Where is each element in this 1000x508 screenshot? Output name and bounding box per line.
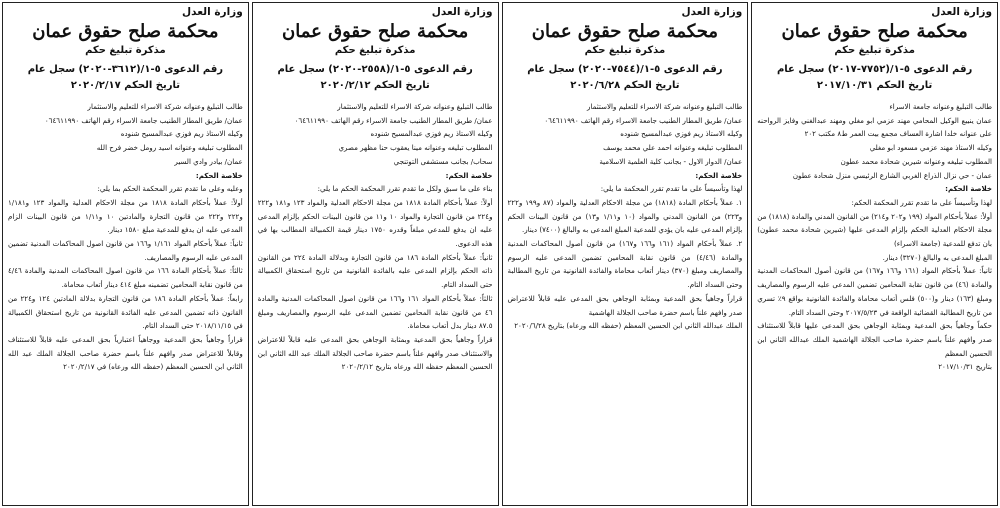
section-heading: خلاصة الحكم: xyxy=(945,184,992,194)
notice-paragraph: طالب التبليغ وعنوانه جامعة الاسراء xyxy=(889,102,992,111)
notice-paragraph: أولاً: عملاً بأحكام المادة ١٨١٨ من مجلة الاحكام العدلية والمواد ١٢٣ و١٨١ و٢٢٢ و٢٢٤ من قانون التجارة والمواد ١٠ و١١ من قانون البينات الحكم بإلزام المدعى عليه ان يدفع للمدعي مبلغاً وقدره ١٧٥٠ دينار قيمة الكمبيالة المطالب بها في هذه الدعوى. xyxy=(257,197,493,249)
notice-body xyxy=(508,100,743,333)
court-title: محكمة صلح حقوق عمان xyxy=(281,21,469,42)
judgment-date: تاريخ الحكم ٢٠٢٠/٢/١٧ xyxy=(70,80,181,91)
notice-paragraph: عمان/ بيادر وادي السير xyxy=(174,156,243,166)
section-heading: خلاصة الحكم: xyxy=(695,170,743,180)
notice-paragraph: لهذا وتأسيساً على ما تقدم تقرر المحكمة ما يلي: xyxy=(600,184,743,194)
judgment-date: تاريخ الحكم ٢٠٢٠/٦/٢٨ xyxy=(570,80,680,91)
notice-card xyxy=(751,2,998,506)
notice-paragraph: قراراً وجاهياً بحق المدعية ووجاهياً اعتبارياً بحق المدعى عليه قابلاً للاستئناف وقابلاً للاعتراض صدر وافهم علناً باسم حضرة صاحب الجلالة الملك عبد الله الثاني ابن الحسين المعظم (حفظه الله ورعاه) في ٢٠٢٠/٢/١٧ xyxy=(8,334,243,372)
notice-body xyxy=(8,100,243,374)
case-number: رقم الدعوى ٥-١/(٧٥٤٤-٢٠٢٠) سجل عام xyxy=(527,64,723,75)
notice-paragraph: عمان/ طريق المطار الطنيب جامعة الاسراء رقم الهاتف ٠٦٤٦١١٩٩٠ xyxy=(44,115,243,125)
notice-paragraph: المبلغ المدعى به والبالغ (٣٢٧٠) دينار. xyxy=(882,252,992,262)
notice-paragraph: وكيله الاستاذ ريم فوزي عبدالمسيح شنوده xyxy=(120,129,243,139)
notice-paragraph: رابعاً: عملاً بأحكام المادة ١٨٦ من قانون التجارة بدلالة المادتين ١٢٤ و٢٢٤ من القانون ذاته تضمين المدعى عليه الفائدة القانونية من تاريخ استحقاق الكمبيالة في ٢٠١٨/١١/١٥ حتى السداد التام. xyxy=(8,293,243,331)
notice-paragraph: عمان/ الدوار الاول - بجانب كلية العلمية الاسلامية xyxy=(599,156,743,166)
notice-paragraph: سحاب/ بجانب مستشفى التوتنجي xyxy=(393,156,493,166)
notice-paragraph: ثانياً: عملاً بأحكام المواد ١/١٦١ و١٦٦ من قانون اصول المحاكمات المدنية تضمين المدعى عليه الرسوم والمصاريف. xyxy=(8,239,243,262)
document-type: مذكرة تبليغ حكم xyxy=(334,45,416,56)
notice-paragraph: وكيله الاستاذ مهند عزمي مسعود ابو مغلي xyxy=(869,143,992,153)
ministry-label: وزارة العدل xyxy=(681,6,743,18)
notice-paragraph: لهذا وتأسيساً على ما تقدم تقرر المحكمة الحكم: xyxy=(851,197,992,207)
judgment-date: تاريخ الحكم ٢٠٢٠/٢/١٢ xyxy=(320,80,430,91)
notice-paragraph: عمان/ طريق المطار الطنيب جامعة الاسراء رقم الهاتف ٠٦٤٦١١٩٩٠ xyxy=(544,115,743,125)
notice-paragraph: المطلوب تبليغه وعنوانه مينا يعقوب حنا مظهر مصري xyxy=(338,143,493,153)
notice-paragraph: أولاً: عملاً بأحكام المواد (١٩٩ و٢٠٢ و٢١٤) من القانون المدني والمادة (١٨١٨) من مجلة الاحكام العدلية الحكم بإلزام المدعى عليها (شيرين شحادة محمد عطون) بان تدفع للمدعية (جامعة الاسراء) xyxy=(757,211,992,249)
notice-card xyxy=(252,2,499,506)
notice-paragraph: المطلوب تبليغه وعنوانه احمد علي محمد يوسف xyxy=(603,143,743,153)
notice-paragraph: بتاريخ ٢٠١٧/١٠/٣١ xyxy=(938,362,992,372)
court-title: محكمة صلح حقوق عمان xyxy=(531,21,719,42)
court-title: محكمة صلح حقوق عمان xyxy=(32,21,219,42)
ministry-label: وزارة العدل xyxy=(931,6,992,18)
notice-paragraph: عمان/ طريق المطار الطنيب جامعة الاسراء رقم الهاتف ٠٦٤٦١١٩٩٠ xyxy=(294,115,493,125)
notice-paragraph: وكيله الاستاذ ريم فوزي عبدالمسيح شنوده xyxy=(370,129,493,139)
notice-paragraph: وعليه وعلى ما تقدم تقرر المحكمة الحكم بما يلي: xyxy=(97,184,243,194)
notice-paragraph: عمان - حي نزال الذراع الغربي الشارع الرئيسي منزل شحادة عطون xyxy=(792,170,992,180)
notice-paragraph: أولاً: عملاً بأحكام المادة ١٨١٨ من مجلة الاحكام العدلية والمواد ١٢٣ و١/١٨١ و٢٢٢ و٢٢٢ من قانون التجارة والمادتين ١٠ و١/١١ من قانون البينات الزام المدعى عليه ان يدفع للمدعية مبلغ ١٥٨٠ دينار. xyxy=(8,197,243,235)
notice-card xyxy=(2,2,249,506)
section-heading: خلاصة الحكم: xyxy=(195,170,243,180)
notice-paragraph: طالب التبليغ وعنوانه شركة الاسراء للتعليم والاستثمار xyxy=(587,102,743,111)
notice-paragraph: قراراً وجاهياً بحق المدعية وبمثابة الوجاهي بحق المدعى عليه قابلاً للاعتراض والاستئناف صدر وافهم علناً باسم حضرة صاحب الجلالة الملك عبد الله الثاني ابن الحسين المعظم حفظه الله ورعاه بتاريخ ٢٠٢٠/٢/١٢ xyxy=(257,334,493,372)
document-type: مذكرة تبليغ حكم xyxy=(584,45,666,56)
notice-body xyxy=(258,100,493,374)
notice-paragraph: الملك عبدالله الثاني ابن الحسين المعظم (حفظه الله ورعاه) بتاريخ ٢٠٢٠/٦/٢٨ xyxy=(514,321,743,331)
court-title: محكمة صلح حقوق عمان xyxy=(781,21,968,42)
section-heading: خلاصة الحكم: xyxy=(445,170,493,180)
judgment-date: تاريخ الحكم ٢٠١٧/١٠/٣١ xyxy=(816,80,933,91)
ministry-label: وزارة العدل xyxy=(431,6,493,18)
ministry-label: وزارة العدل xyxy=(182,6,243,18)
notice-paragraph: ثانياً: عملاً بأحكام المواد (١٦١ و١٦٦ و١٦٧) من قانون أصول المحاكمات المدنية والمادة (٤٦) من قانون نقابة المحامين تضمين المدعى عليه الرسوم والمصاريف ومبلغ (١٦٣) دينار و(٥٠٠) فلس أتعاب محاماة والفائدة القانونية بواقع ٩٪ تسري من تاريخ المطالبة القضائية الواقعة في ٢٠١٧/٥/٢٣ وحتى السداد التام. xyxy=(757,266,993,317)
notice-paragraph: ثالثاً: عملاً بأحكام المادة ١٦٦ من قانون اصول المحاكمات المدنية والمادة ٤/٤٦ من قانون نقابة المحامين تضمينه مبلغ ٤١٤ دينار أتعاب محاماة. xyxy=(8,266,243,290)
notice-paragraph: بناء على ما سبق ولكل ما تقدم تقرر المحكمة الحكم ما يلي: xyxy=(317,184,493,194)
notice-paragraph: قراراً وجاهياً بحق المدعية وبمثابة الوجاهي بحق المدعى عليه قابلاً للاعتراض صدر وافهم علناً باسم حضرة صاحب الجلالة الهاشمية xyxy=(507,293,743,317)
notice-paragraph: المطلوب تبليغه وعنوانه اسيد رومل خضر فرح الله xyxy=(96,143,243,153)
notice-paragraph: المطلوب تبليغه وعنوانه شيرين شحادة محمد عطون xyxy=(840,156,992,166)
notice-paragraph: ١. عملاً بأحكام المادة (١٨١٨) من مجلة الاحكام العدلية والمواد (٨٧ و١٩٩ و٢٢٢ و٢٢٣) من القانون المدني والمواد (١٠ و١/١١ و١٣) من قانون البينات الحكم بإلزام المدعى عليه بان يؤدي للمدعية المبلغ المدعى به والبالغ (٧٤٠٠) دينار. xyxy=(507,197,743,235)
notice-paragraph: عمان ينيبع الوكيل المحامي مهند عزمي ابو مغلي ومهند عبدالغني وفايز الرواحنه على عنوانه خلدا اشارة العساف مجمع بيت العمر ط٨ مكتب ٢٠٢ xyxy=(757,115,992,139)
notice-paragraph: ٢. عملاً بأحكام المواد (١٦١ و١٦٦ و١٦٧) من قانون أصول المحاكمات المدنية والمادة (٤/٤٦) من قانون نقابة المحامين تضمين المدعى عليه الرسوم والمصاريف ومبلغ (٣٧٠) دينار أتعاب محاماة والفائدة القانونية من تاريخ المطالبة وحتى السداد التام. xyxy=(507,239,743,290)
notice-paragraph: ثالثاً: عملاً بأحكام المواد ١٦١ و١٦٦ من قانون اصول المحاكمات المدنية والمادة ٤٦ من قانون نقابة المحامين تضمين المدعى عليه الرسوم والمصاريف ومبلغ ٨٧.٥ دينار بدل أتعاب محاماة. xyxy=(257,293,493,331)
case-number: رقم الدعوى ٥-١/(٧٧٥٢-٢٠١٧) سجل عام xyxy=(776,64,973,75)
notice-paragraph: طالب التبليغ وعنوانه شركة الاسراء للتعليم والاستثمار xyxy=(87,102,243,111)
notice-paragraph: حكماً وجاهياً بحق المدعية وبمثابة الوجاهي بحق المدعى عليها قابلاً للاستئناف صدر وافهم علناً باسم حضرة صاحب الجلالة الهاشمية الملك عبدالله الثاني ابن الحسين المعظم xyxy=(757,321,992,358)
notice-paragraph: وكيله الاستاذ ريم فوزي عبدالمسيح شنوده xyxy=(620,129,743,139)
notices-row xyxy=(2,2,998,506)
document-type: مذكرة تبليغ حكم xyxy=(85,45,166,56)
notice-body xyxy=(757,100,992,374)
notice-paragraph: طالب التبليغ وعنوانه شركة الاسراء للتعليم والاستثمار xyxy=(337,102,493,111)
document-type: مذكرة تبليغ حكم xyxy=(834,45,915,56)
case-number: رقم الدعوى ٥-١/(٣٦١٢-٢٠٢٠) سجل عام xyxy=(27,64,224,75)
notice-paragraph: ثانياً: عملاً بأحكام المادة ١٨٦ من قانون التجارة وبدلالة المادة ٢٢٤ من القانون ذاته الحكم بإلزام المدعى عليه بالفائدة القانونية من تاريخ استحقاق الكمبيالة حتى السداد التام. xyxy=(257,252,493,290)
notice-card xyxy=(502,2,749,506)
case-number: رقم الدعوى ٥-١/(٢٥٥٨-٢٠٢٠) سجل عام xyxy=(277,64,473,75)
